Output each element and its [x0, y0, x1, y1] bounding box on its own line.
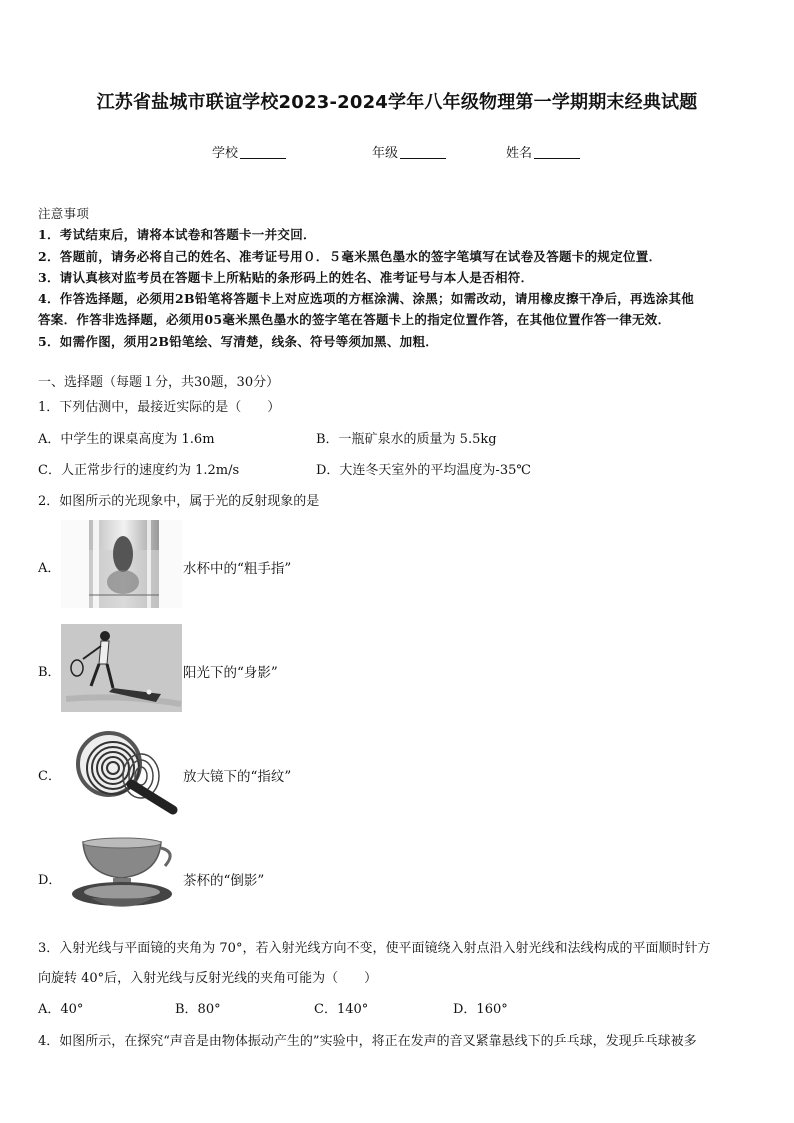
q2-option-b-caption: 阳光下的“身影” [183, 665, 278, 681]
grade-blank [400, 146, 446, 159]
notice-item: 5．如需作图，须用2B铅笔绘、写清楚，线条、符号等须加黑、加粗． [38, 334, 439, 349]
magnifier-fingerprint-image [61, 728, 182, 816]
q3-option-c: C．140° [314, 1002, 369, 1017]
q1-option-b: B．一瓶矿泉水的质量为 5.5kg [316, 432, 497, 447]
section-heading: 一、选择题（每题１分，共30题，30分） [38, 375, 280, 390]
q2-stem: 2．如图所示的光现象中，属于光的反射现象的是 [38, 494, 320, 509]
grade-field [372, 142, 446, 161]
q2-option-c-caption: 放大镜下的“指纹” [183, 769, 292, 785]
q2-option-c-letter: C． [38, 769, 61, 784]
q1-option-c: C．人正常步行的速度约为 1.2m/s [38, 463, 240, 478]
school-field [212, 142, 286, 161]
teacup-reflection-image [61, 832, 182, 920]
q2-option-b-letter: B． [38, 665, 61, 680]
notice-item: 1．考试结束后，请将本试卷和答题卡一并交回． [38, 227, 316, 242]
q2-option-a-letter: A． [38, 561, 61, 576]
q3-option-d: D．160° [453, 1002, 508, 1017]
glass-of-water-image [61, 520, 182, 608]
tennis-player-shadow-image [61, 624, 182, 712]
notice-item: 2．答题前，请务必将自己的姓名、准考证号用０．５毫米黑色墨水的签字笔填写在试卷及答题卡的规定位置． [38, 249, 662, 264]
name-field [506, 142, 580, 161]
grade-label: 年级 [372, 146, 399, 161]
q2-option-d-caption: 茶杯的“倒影” [183, 873, 265, 889]
notice-item: 4．作答选择题，必须用2B铅笔将答题卡上对应选项的方框涂满、涂黑；如需改动，请用橡皮擦干净后，再选涂其他 [38, 291, 695, 306]
q3-option-b: B．80° [175, 1002, 221, 1017]
school-label: 学校 [212, 146, 239, 161]
name-blank [534, 146, 580, 159]
page-title: 江苏省盐城市联谊学校2023-2024学年八年级物理第一学期期末经典试题 [96, 92, 698, 113]
q1-option-d: D．大连冬天室外的平均温度为-35℃ [316, 463, 531, 478]
name-label: 姓名 [506, 146, 533, 161]
notice-item: 答案．作答非选择题，必须用05毫米黑色墨水的签字笔在答题卡上的指定位置作答，在其他位置作答一律无效． [38, 312, 671, 327]
q3-stem-line2: 向旋转 40°后，入射光线与反射光线的夹角可能为（ ） [38, 971, 378, 986]
notice-item: 3．请认真核对监考员在答题卡上所粘贴的条形码上的姓名、准考证号与本人是否相符． [38, 270, 534, 285]
q3-option-a: A．40° [38, 1002, 84, 1017]
q1-option-a: A．中学生的课桌高度为 1.6m [38, 432, 215, 447]
q1-stem: 1．下列估测中，最接近实际的是（ ） [38, 400, 281, 415]
q2-option-a-caption: 水杯中的“粗手指” [183, 561, 292, 577]
q3-stem-line1: 3．入射光线与平面镜的夹角为 70°，若入射光线方向不变，使平面镜绕入射点沿入射光线和法线构成的平面顺时针方 [38, 941, 711, 956]
school-blank [240, 146, 286, 159]
q2-option-d-letter: D． [38, 873, 62, 888]
notice-heading: 注意事项 [38, 206, 90, 221]
q4-stem: 4．如图所示，在探究“声音是由物体振动产生的”实验中，将正在发声的音叉紧靠悬线下的乒乓球，发现乒乓球被多 [38, 1034, 697, 1049]
